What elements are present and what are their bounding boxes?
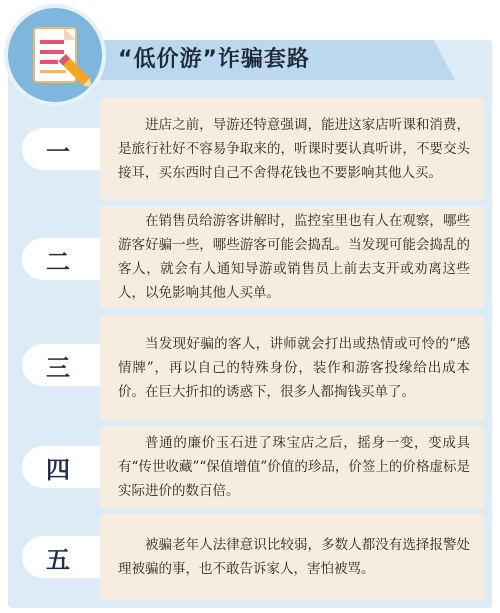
card-4 [100, 426, 484, 508]
numeral-tab-3 [22, 344, 100, 386]
card-5 [100, 514, 484, 600]
card-4-text: 普通的廉价玉石进了珠宝店之后，摇身一变，变成具有“传世收藏”“保值增值”价值的珍品，价签上的价格虚标是实际进价的数百倍。 [118, 435, 470, 499]
numeral-4: 四 [46, 455, 70, 484]
card-1 [100, 98, 484, 200]
document-pen-icon [8, 8, 102, 102]
numeral-tab-4 [22, 446, 100, 488]
numeral-1: 一 [46, 137, 70, 166]
card-1-text: 进店之前，导游还特意强调，能进这家店听课和消费，是旅行社好不容易争取来的，听课时要认真听讲，不要交头接耳，买东西时自己不舍得花钱也不要影响其他人买。 [118, 117, 470, 181]
card-2-text: 在销售员给游客讲解时，监控室里也有人在观察，哪些游客好骗一些，哪些游客可能会捣乱。当发现可能会捣乱的客人，就会有人通知导游或销售员上前去支开或劝离这些人，以免影响其他人买单。 [118, 213, 470, 301]
numeral-2: 二 [46, 247, 70, 276]
card-3 [100, 316, 484, 420]
numeral-tab-1 [22, 128, 100, 170]
card-5-text: 被骗老年人法律意识比较弱，多数人都没有选择报警处理被骗的事，也不敢告诉家人，害怕被骂。 [118, 537, 470, 577]
numeral-3: 三 [46, 353, 70, 382]
page-title: “低价游”诈骗套路 [118, 47, 310, 72]
numeral-5: 五 [46, 545, 70, 574]
numeral-tab-5 [22, 536, 100, 578]
card-3-text: 当发现好骗的客人，讲师就会打出或热情或可怜的“感情牌”，再以自己的特殊身份，装作和游客投缘给出成本价。在巨大折扣的诱惑下，很多人都掏钱买单了。 [118, 336, 470, 400]
card-2 [100, 206, 484, 308]
numeral-tab-2 [22, 238, 100, 280]
